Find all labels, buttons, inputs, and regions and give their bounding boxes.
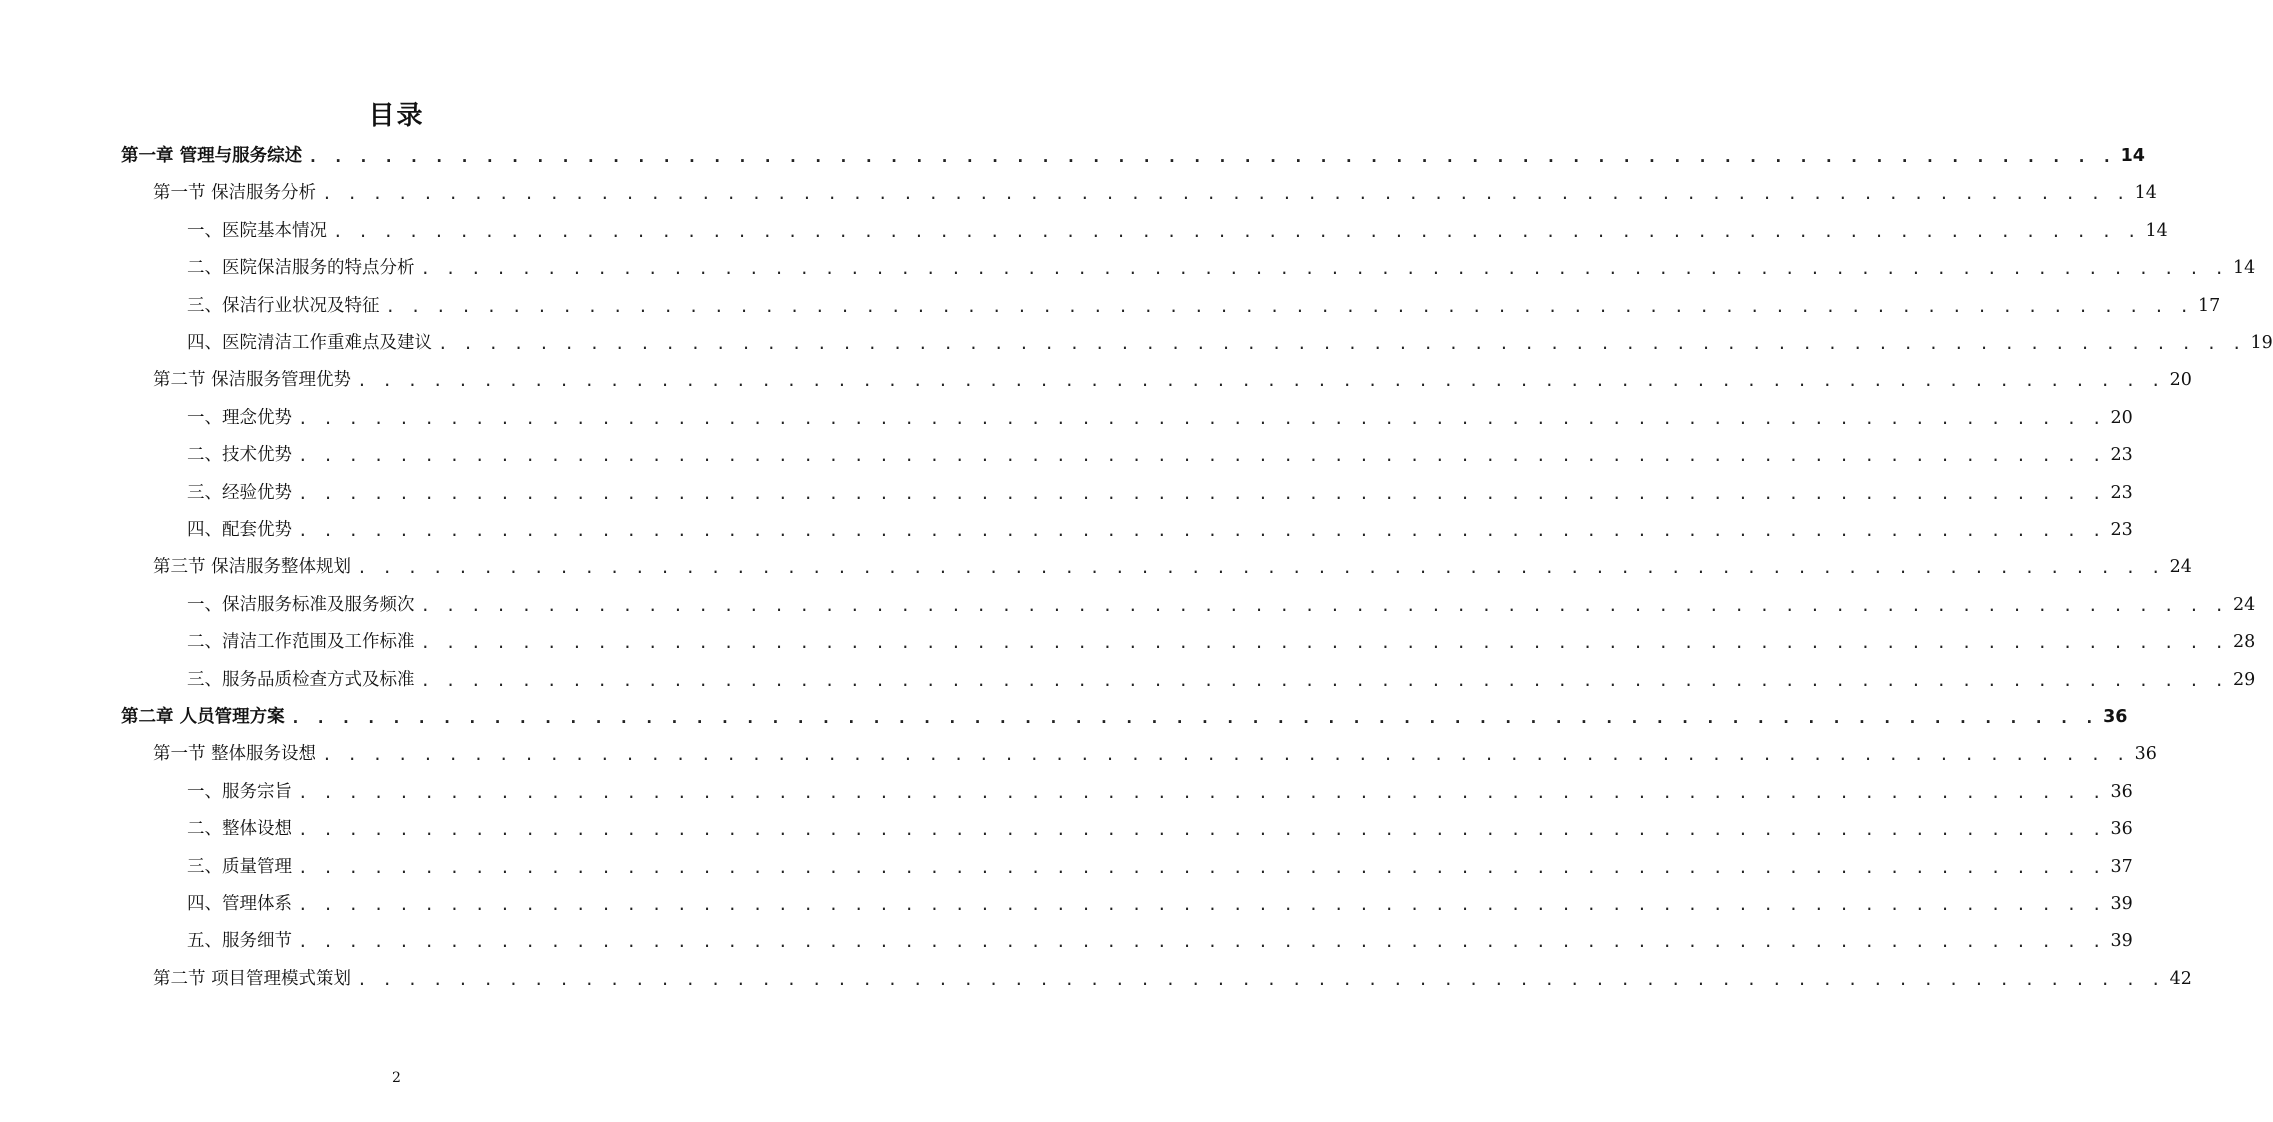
toc-dot-leader: . . . . . . . . . . . . . . . . . . . . . . . . . . . . . . . . . . . . . . . . . . . . . . . . . . . . . . . . . . . . . . . . . . . . . . . . bbox=[385, 296, 2192, 316]
toc-entry-label: 三、质量管理 bbox=[187, 856, 292, 877]
toc-entry-label: 第二章 人员管理方案 bbox=[121, 707, 285, 727]
toc-entry-label: 一、保洁服务标准及服务频次 bbox=[187, 594, 415, 615]
toc-dot-leader: . . . . . . . . . . . . . . . . . . . . . . . . . . . . . . . . . . . . . . . . . . . . . . . . . . . . . . . . . . . . . . . . . . . . . . . . bbox=[298, 782, 2105, 802]
toc-dot-leader: . . . . . . . . . . . . . . . . . . . . . . . . . . . . . . . . . . . . . . . . . . . . . . . . . . . . . . . . . . . . . . . . . . . . . . . . bbox=[298, 895, 2105, 914]
toc-entry-label: 一、服务宗旨 bbox=[187, 781, 292, 802]
toc-entry-page: 36 bbox=[2110, 781, 2133, 802]
toc-subsection-entry[interactable] bbox=[187, 624, 2256, 661]
toc-subsection-entry[interactable] bbox=[187, 325, 2273, 362]
toc-entry-label: 二、医院保洁服务的特点分析 bbox=[187, 258, 415, 279]
toc-entry-page: 37 bbox=[2110, 856, 2133, 877]
toc-subsection-entry[interactable] bbox=[187, 288, 2221, 325]
toc-subsection-entry[interactable] bbox=[187, 512, 2133, 549]
toc-entry-page: 24 bbox=[2233, 594, 2256, 615]
toc-entry-label: 第一章 管理与服务综述 bbox=[121, 146, 303, 166]
toc-entry-label: 第三节 保洁服务整体规划 bbox=[153, 557, 352, 578]
toc-entry-label: 一、医院基本情况 bbox=[187, 220, 327, 241]
toc-dot-leader: . . . . . . . . . . . . . . . . . . . . . . . . . . . . . . . . . . . . . . . . . . . . . . . . . . . . . . . . . . . . . . . . . . . . . . . . bbox=[357, 969, 2164, 989]
toc-subsection-entry[interactable] bbox=[187, 213, 2168, 250]
toc-entry-label: 三、经验优势 bbox=[187, 482, 292, 503]
toc-entry-page: 23 bbox=[2110, 445, 2133, 466]
toc-subsection-entry[interactable] bbox=[187, 587, 2256, 624]
toc-dot-leader: . . . . . . . . . . . . . . . . . . . . . . . . . . . . . . . . . . . . . . . . . . . . . . . . . . . . . . . . . . . . . . . . . . . . . . . . bbox=[298, 446, 2105, 466]
toc-subsection-entry[interactable] bbox=[187, 662, 2256, 699]
toc-subsection-entry[interactable] bbox=[187, 250, 2256, 287]
toc-entry-page: 39 bbox=[2110, 931, 2133, 952]
toc-dot-leader: . . . . . . . . . . . . . . . . . . . . . . . . . . . . . . . . . . . . . . . . . . . . . . . . . . . . . . . . . . . . . . . . . . . . . . . . bbox=[333, 221, 2140, 241]
toc-entry-page: 23 bbox=[2110, 482, 2133, 503]
toc-entry-label: 第二节 保洁服务管理优势 bbox=[153, 370, 352, 391]
toc-dot-leader: . . . . . . . . . . . . . . . . . . . . . . . . . . . . . . . . . . . . . . . . . . . . . . . . . . . . . . . . . . . . . . . . . . . . . . . . bbox=[298, 408, 2105, 428]
toc-entry-page: 20 bbox=[2110, 407, 2133, 428]
toc-entry-page: 19 bbox=[2250, 333, 2273, 353]
toc-subsection-entry[interactable] bbox=[187, 886, 2133, 923]
toc-entry-page: 36 bbox=[2110, 819, 2133, 840]
toc-entry-label: 第二节 项目管理模式策划 bbox=[153, 968, 352, 989]
toc-dot-leader: . . . . . . . . . . . . . . . . . . . . . . . . . . . . . . . . . . . . . . . . . . . . . . . . . . . . . . . . . . . . . . . . . . . . . . . . bbox=[308, 147, 2115, 166]
toc-dot-leader: . . . . . . . . . . . . . . . . . . . . . . . . . . . . . . . . . . . . . . . . . . . . . . . . . . . . . . . . . . . . . . . . . . . . . . . . bbox=[298, 521, 2105, 540]
toc-section-entry[interactable] bbox=[153, 961, 2192, 998]
toc-entry-page: 42 bbox=[2169, 968, 2192, 989]
toc-subsection-entry[interactable] bbox=[187, 475, 2133, 512]
toc-section-entry[interactable] bbox=[153, 736, 2157, 773]
toc-entry-page: 36 bbox=[2103, 707, 2128, 727]
toc-entry-page: 29 bbox=[2233, 669, 2256, 690]
toc-entry-page: 14 bbox=[2145, 220, 2168, 241]
toc-entry-label: 四、管理体系 bbox=[187, 894, 292, 914]
toc-dot-leader: . . . . . . . . . . . . . . . . . . . . . . . . . . . . . . . . . . . . . . . . . . . . . . . . . . . . . . . . . . . . . . . . . . . . . . . . bbox=[290, 708, 2098, 727]
toc-dot-leader: . . . . . . . . . . . . . . . . . . . . . . . . . . . . . . . . . . . . . . . . . . . . . . . . . . . . . . . . . . . . . . . . . . . . . . . . bbox=[420, 595, 2227, 615]
toc-subsection-entry[interactable] bbox=[187, 400, 2133, 437]
toc-entry-label: 一、理念优势 bbox=[187, 407, 292, 428]
toc-entry-page: 14 bbox=[2134, 183, 2157, 204]
toc-title: 目录 bbox=[368, 101, 425, 131]
toc-dot-leader: . . . . . . . . . . . . . . . . . . . . . . . . . . . . . . . . . . . . . . . . . . . . . . . . . . . . . . . . . . . . . . . . . . . . . . . . bbox=[357, 558, 2164, 578]
toc-dot-leader: . . . . . . . . . . . . . . . . . . . . . . . . . . . . . . . . . . . . . . . . . . . . . . . . . . . . . . . . . . . . . . . . . . . . . . . . bbox=[420, 670, 2227, 690]
toc-dot-leader: . . . . . . . . . . . . . . . . . . . . . . . . . . . . . . . . . . . . . . . . . . . . . . . . . . . . . . . . . . . . . . . . . . . . . . . . bbox=[322, 184, 2129, 204]
toc-dot-leader: . . . . . . . . . . . . . . . . . . . . . . . . . . . . . . . . . . . . . . . . . . . . . . . . . . . . . . . . . . . . . . . . . . . . . . . . bbox=[322, 745, 2129, 765]
toc-entry-label: 二、技术优势 bbox=[187, 445, 292, 466]
toc-subsection-entry[interactable] bbox=[187, 437, 2133, 474]
toc-section-entry[interactable] bbox=[153, 175, 2157, 212]
toc-dot-leader: . . . . . . . . . . . . . . . . . . . . . . . . . . . . . . . . . . . . . . . . . . . . . . . . . . . . . . . . . . . . . . . . . . . . . . . . bbox=[298, 932, 2105, 952]
toc-entry-page: 14 bbox=[2120, 146, 2145, 166]
toc-subsection-entry[interactable] bbox=[187, 923, 2133, 960]
toc-dot-leader: . . . . . . . . . . . . . . . . . . . . . . . . . . . . . . . . . . . . . . . . . . . . . . . . . . . . . . . . . . . . . . . . . . . . . . . . bbox=[298, 820, 2105, 840]
toc-dot-leader: . . . . . . . . . . . . . . . . . . . . . . . . . . . . . . . . . . . . . . . . . . . . . . . . . . . . . . . . . . . . . . . . . . . . . . . . bbox=[357, 371, 2164, 391]
toc-entry-label: 二、整体设想 bbox=[187, 819, 292, 840]
toc-dot-leader: . . . . . . . . . . . . . . . . . . . . . . . . . . . . . . . . . . . . . . . . . . . . . . . . . . . . . . . . . . . . . . . . . . . . . . . . bbox=[298, 857, 2105, 877]
toc-entry-page: 17 bbox=[2198, 295, 2221, 316]
toc-entry-label: 五、服务细节 bbox=[187, 931, 292, 952]
toc-entry-page: 14 bbox=[2233, 258, 2256, 279]
toc-entry-page: 23 bbox=[2110, 520, 2133, 540]
toc-entry-label: 三、保洁行业状况及特征 bbox=[187, 295, 380, 316]
toc-subsection-entry[interactable] bbox=[187, 811, 2133, 848]
toc-subsection-entry[interactable] bbox=[187, 774, 2133, 811]
toc-entry-label: 二、清洁工作范围及工作标准 bbox=[187, 632, 415, 653]
toc-entry-label: 四、配套优势 bbox=[187, 520, 292, 540]
toc-section-entry[interactable] bbox=[153, 549, 2192, 586]
toc-entry-page: 20 bbox=[2169, 370, 2192, 391]
toc-entry-page: 36 bbox=[2134, 744, 2157, 765]
toc-chapter-entry[interactable] bbox=[121, 699, 2128, 736]
toc-dot-leader: . . . . . . . . . . . . . . . . . . . . . . . . . . . . . . . . . . . . . . . . . . . . . . . . . . . . . . . . . . . . . . . . . . . . . . . . bbox=[298, 483, 2105, 503]
toc-dot-leader: . . . . . . . . . . . . . . . . . . . . . . . . . . . . . . . . . . . . . . . . . . . . . . . . . . . . . . . . . . . . . . . . . . . . . . . . bbox=[438, 334, 2245, 353]
toc-chapter-entry[interactable] bbox=[121, 138, 2145, 175]
toc-entry-label: 第一节 保洁服务分析 bbox=[153, 183, 317, 204]
toc-dot-leader: . . . . . . . . . . . . . . . . . . . . . . . . . . . . . . . . . . . . . . . . . . . . . . . . . . . . . . . . . . . . . . . . . . . . . . . . bbox=[420, 633, 2227, 653]
toc-entry-page: 39 bbox=[2110, 894, 2133, 914]
toc-dot-leader: . . . . . . . . . . . . . . . . . . . . . . . . . . . . . . . . . . . . . . . . . . . . . . . . . . . . . . . . . . . . . . . . . . . . . . . . bbox=[420, 259, 2227, 279]
toc-entry-label: 三、服务品质检查方式及标准 bbox=[187, 669, 415, 690]
toc-entry-label: 第一节 整体服务设想 bbox=[153, 744, 317, 765]
page-number: 2 bbox=[392, 1070, 401, 1086]
toc-section-entry[interactable] bbox=[153, 362, 2192, 399]
toc-entry-label: 四、医院清洁工作重难点及建议 bbox=[187, 333, 432, 353]
toc-entry-page: 28 bbox=[2233, 632, 2256, 653]
toc-entry-page: 24 bbox=[2169, 557, 2192, 578]
toc-subsection-entry[interactable] bbox=[187, 849, 2133, 886]
